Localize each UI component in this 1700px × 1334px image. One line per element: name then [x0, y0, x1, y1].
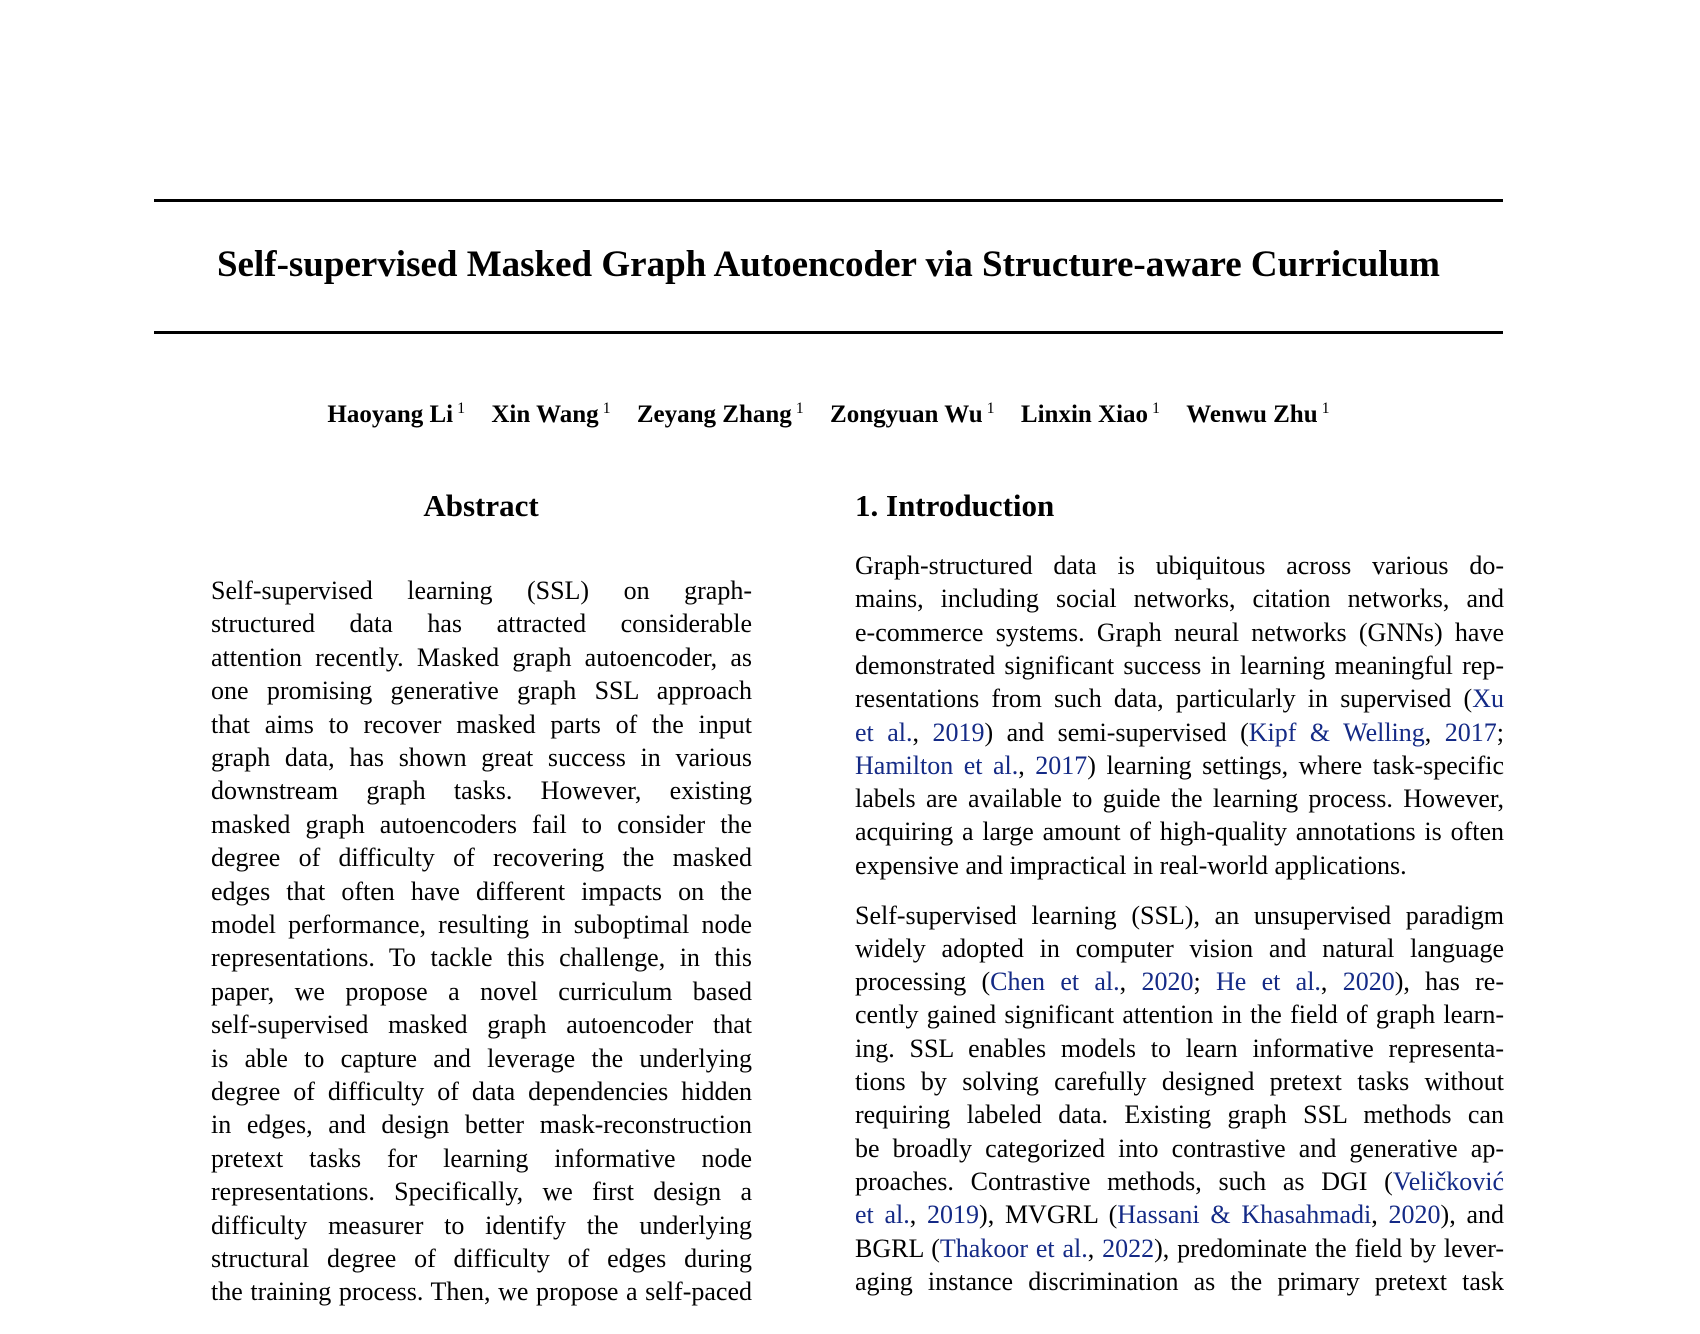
abstract-line: that aims to recover masked parts of the input: [211, 709, 752, 739]
author: [637, 394, 804, 430]
citation-link[interactable]: Chen et al.: [990, 967, 1120, 997]
author-name: Zongyuan Wu: [830, 401, 983, 428]
citation-link[interactable]: Hassani & Khasahmadi: [1117, 1200, 1372, 1230]
citation-link[interactable]: 2017: [1035, 750, 1088, 780]
text-run: ,: [1424, 717, 1445, 747]
text-run: ,: [1087, 1233, 1103, 1263]
abstract-line: degree of difficulty of data dependencies hidden: [211, 1077, 752, 1106]
citation-link[interactable]: Thakoor et al.: [939, 1233, 1088, 1263]
abstract-line: is able to capture and leverage the underlying: [211, 1043, 752, 1073]
author: [327, 394, 465, 430]
text-run: be broadly categorized into contrastive and generative ap-: [855, 1133, 1504, 1163]
text-run: ), MVGRL (: [979, 1200, 1118, 1230]
text-run: ), has re-: [1394, 967, 1504, 997]
author-name: Linxin Xiao: [1020, 401, 1149, 428]
abstract-line: model performance, resulting in suboptimal node: [211, 910, 752, 939]
text-run: ,: [909, 1200, 928, 1230]
text-run: Graph-structured data is ubiquitous across various do-: [855, 551, 1504, 580]
intro-line: [855, 1232, 1504, 1266]
title-bottom-rule: [154, 331, 1503, 334]
citation-link[interactable]: 2017: [1444, 717, 1497, 747]
paper-title: Self-supervised Masked Graph Autoencoder via Structure-aware Curriculum: [216, 244, 1440, 285]
intro-line: [855, 782, 1504, 816]
abstract-line: representations. To tackle this challenge, in this: [211, 943, 752, 973]
citation-link[interactable]: Kipf & Welling: [1248, 717, 1425, 747]
citation-link[interactable]: 2019: [927, 1200, 980, 1230]
intro-line: [855, 932, 1504, 966]
abstract-line: graph data, has shown great success in various: [211, 743, 752, 772]
author: [1186, 394, 1329, 430]
author-list: [154, 394, 1503, 430]
text-run: resentations from such data, particularly in supervised (: [855, 684, 1473, 714]
intro-line: [855, 849, 1504, 883]
abstract-line: pretext tasks for learning informative node: [211, 1143, 752, 1173]
author-name: Zeyang Zhang: [636, 401, 792, 428]
abstract-line: the training process. Then, we propose a self-paced: [211, 1277, 752, 1307]
abstract-line: masked graph autoencoders fail to consider the: [211, 809, 752, 839]
text-run: ;: [1496, 717, 1505, 747]
intro-line: [855, 682, 1504, 716]
author: [830, 394, 995, 430]
text-run: requiring labeled data. Existing graph SSL methods can: [855, 1100, 1504, 1130]
citation-link[interactable]: Veličković: [1392, 1166, 1504, 1196]
text-run: Self-supervised learning (SSL), an unsupervised paradigm: [855, 900, 1504, 930]
text-run: expensive and impractical in real-world applications.: [855, 850, 1407, 880]
citation-link[interactable]: 2020: [1342, 967, 1395, 997]
text-run: widely adopted in computer vision and natural language: [855, 933, 1504, 963]
citation-link[interactable]: Xu: [1472, 684, 1504, 714]
abstract-line: Self-supervised learning (SSL) on graph-: [211, 576, 752, 605]
text-run: tions by solving carefully designed pretext tasks without: [855, 1067, 1504, 1096]
abstract-line: structured data has attracted considerable: [211, 609, 752, 639]
intro-line: [855, 1065, 1504, 1099]
text-run: acquiring a large amount of high-quality annotations is often: [855, 817, 1504, 847]
author-name: Xin Wang: [491, 401, 599, 428]
affiliation-mark: 1: [795, 400, 804, 417]
abstract-line: representations. Specifically, we first design a: [211, 1177, 752, 1207]
author: [1021, 394, 1160, 430]
text-run: ,: [1018, 750, 1036, 780]
title-top-rule: [154, 199, 1503, 202]
text-run: ;: [1193, 967, 1216, 997]
intro-line: [855, 1198, 1504, 1232]
intro-line: [855, 582, 1504, 616]
affiliation-mark: 1: [1152, 400, 1161, 417]
author: [491, 394, 610, 430]
text-run: BGRL (: [855, 1233, 940, 1263]
introduction-body: [855, 549, 1504, 1309]
intro-line: [855, 1132, 1504, 1166]
intro-line: [855, 749, 1504, 783]
abstract-heading: Abstract: [423, 488, 539, 523]
text-run: e-commerce systems. Graph neural networks (GNNs) have: [855, 617, 1504, 647]
citation-link[interactable]: 2019: [932, 717, 985, 747]
text-run: ), and: [1440, 1200, 1504, 1230]
citation-link[interactable]: et al.: [855, 717, 913, 747]
text-run: ) learning settings, where task-specific: [1087, 750, 1504, 780]
abstract-line: degree of difficulty of recovering the masked: [211, 843, 752, 873]
abstract-line: in edges, and design better mask-reconstruction: [211, 1110, 752, 1140]
text-run: demonstrated significant success in learning meaningful rep-: [855, 650, 1504, 680]
intro-line: [855, 549, 1504, 583]
author-name: Haoyang Li: [327, 401, 454, 428]
text-run: proaches. Contrastive methods, such as DGI (: [855, 1166, 1393, 1196]
citation-link[interactable]: 2020: [1141, 967, 1194, 997]
abstract-body: [211, 574, 752, 1334]
abstract-line: self-supervised masked graph autoencoder that: [211, 1010, 752, 1040]
text-run: ,: [912, 717, 933, 747]
affiliation-mark: 1: [457, 400, 466, 417]
affiliation-mark: 1: [1321, 400, 1330, 417]
abstract-line: one promising generative graph SSL approach: [211, 676, 752, 706]
text-run: ,: [1320, 967, 1343, 997]
text-run: labels are available to guide the learning process. However,: [855, 784, 1504, 814]
citation-link[interactable]: 2022: [1102, 1233, 1155, 1263]
intro-line: [855, 815, 1504, 849]
author-name: Wenwu Zhu: [1186, 401, 1318, 428]
introduction-heading: 1. Introduction: [855, 488, 1055, 523]
intro-line: [855, 899, 1504, 933]
citation-link[interactable]: et al.: [855, 1200, 910, 1230]
text-run: processing (: [855, 967, 991, 997]
intro-line: [855, 998, 1504, 1032]
abstract-line: edges that often have different impacts on the: [211, 876, 752, 906]
affiliation-mark: 1: [602, 400, 611, 417]
text-run: ), predominate the field by lever-: [1154, 1233, 1504, 1263]
text-run: aging instance discrimination as the primary pretext task: [855, 1266, 1504, 1296]
intro-line: [855, 649, 1504, 683]
abstract-line: structural degree of difficulty of edges during: [211, 1244, 752, 1273]
citation-link[interactable]: 2020: [1388, 1200, 1441, 1230]
intro-line: [855, 616, 1504, 650]
citation-link[interactable]: Hamilton et al.: [855, 750, 1019, 780]
intro-line: [855, 1032, 1504, 1066]
intro-line: [855, 965, 1504, 999]
abstract-line: difficulty measurer to identify the underlying: [211, 1210, 752, 1240]
abstract-line: paper, we propose a novel curriculum based: [211, 976, 752, 1006]
abstract-line: downstream graph tasks. However, existing: [211, 776, 752, 806]
text-run: ing. SSL enables models to learn informative representa-: [855, 1033, 1504, 1063]
text-run: cently gained significant attention in the field of graph learn-: [855, 1000, 1504, 1030]
intro-line: [855, 1265, 1504, 1299]
text-run: mains, including social networks, citation networks, and: [855, 584, 1504, 614]
intro-line: [855, 716, 1504, 750]
abstract-line: attention recently. Masked graph autoencoder, as: [211, 642, 752, 672]
text-run: ,: [1119, 967, 1142, 997]
citation-link[interactable]: He et al.: [1215, 967, 1321, 997]
intro-line: [855, 1165, 1504, 1199]
affiliation-mark: 1: [986, 400, 995, 417]
text-run: ) and semi-supervised (: [984, 717, 1249, 747]
text-run: ,: [1371, 1200, 1389, 1230]
intro-line: [855, 1098, 1504, 1132]
